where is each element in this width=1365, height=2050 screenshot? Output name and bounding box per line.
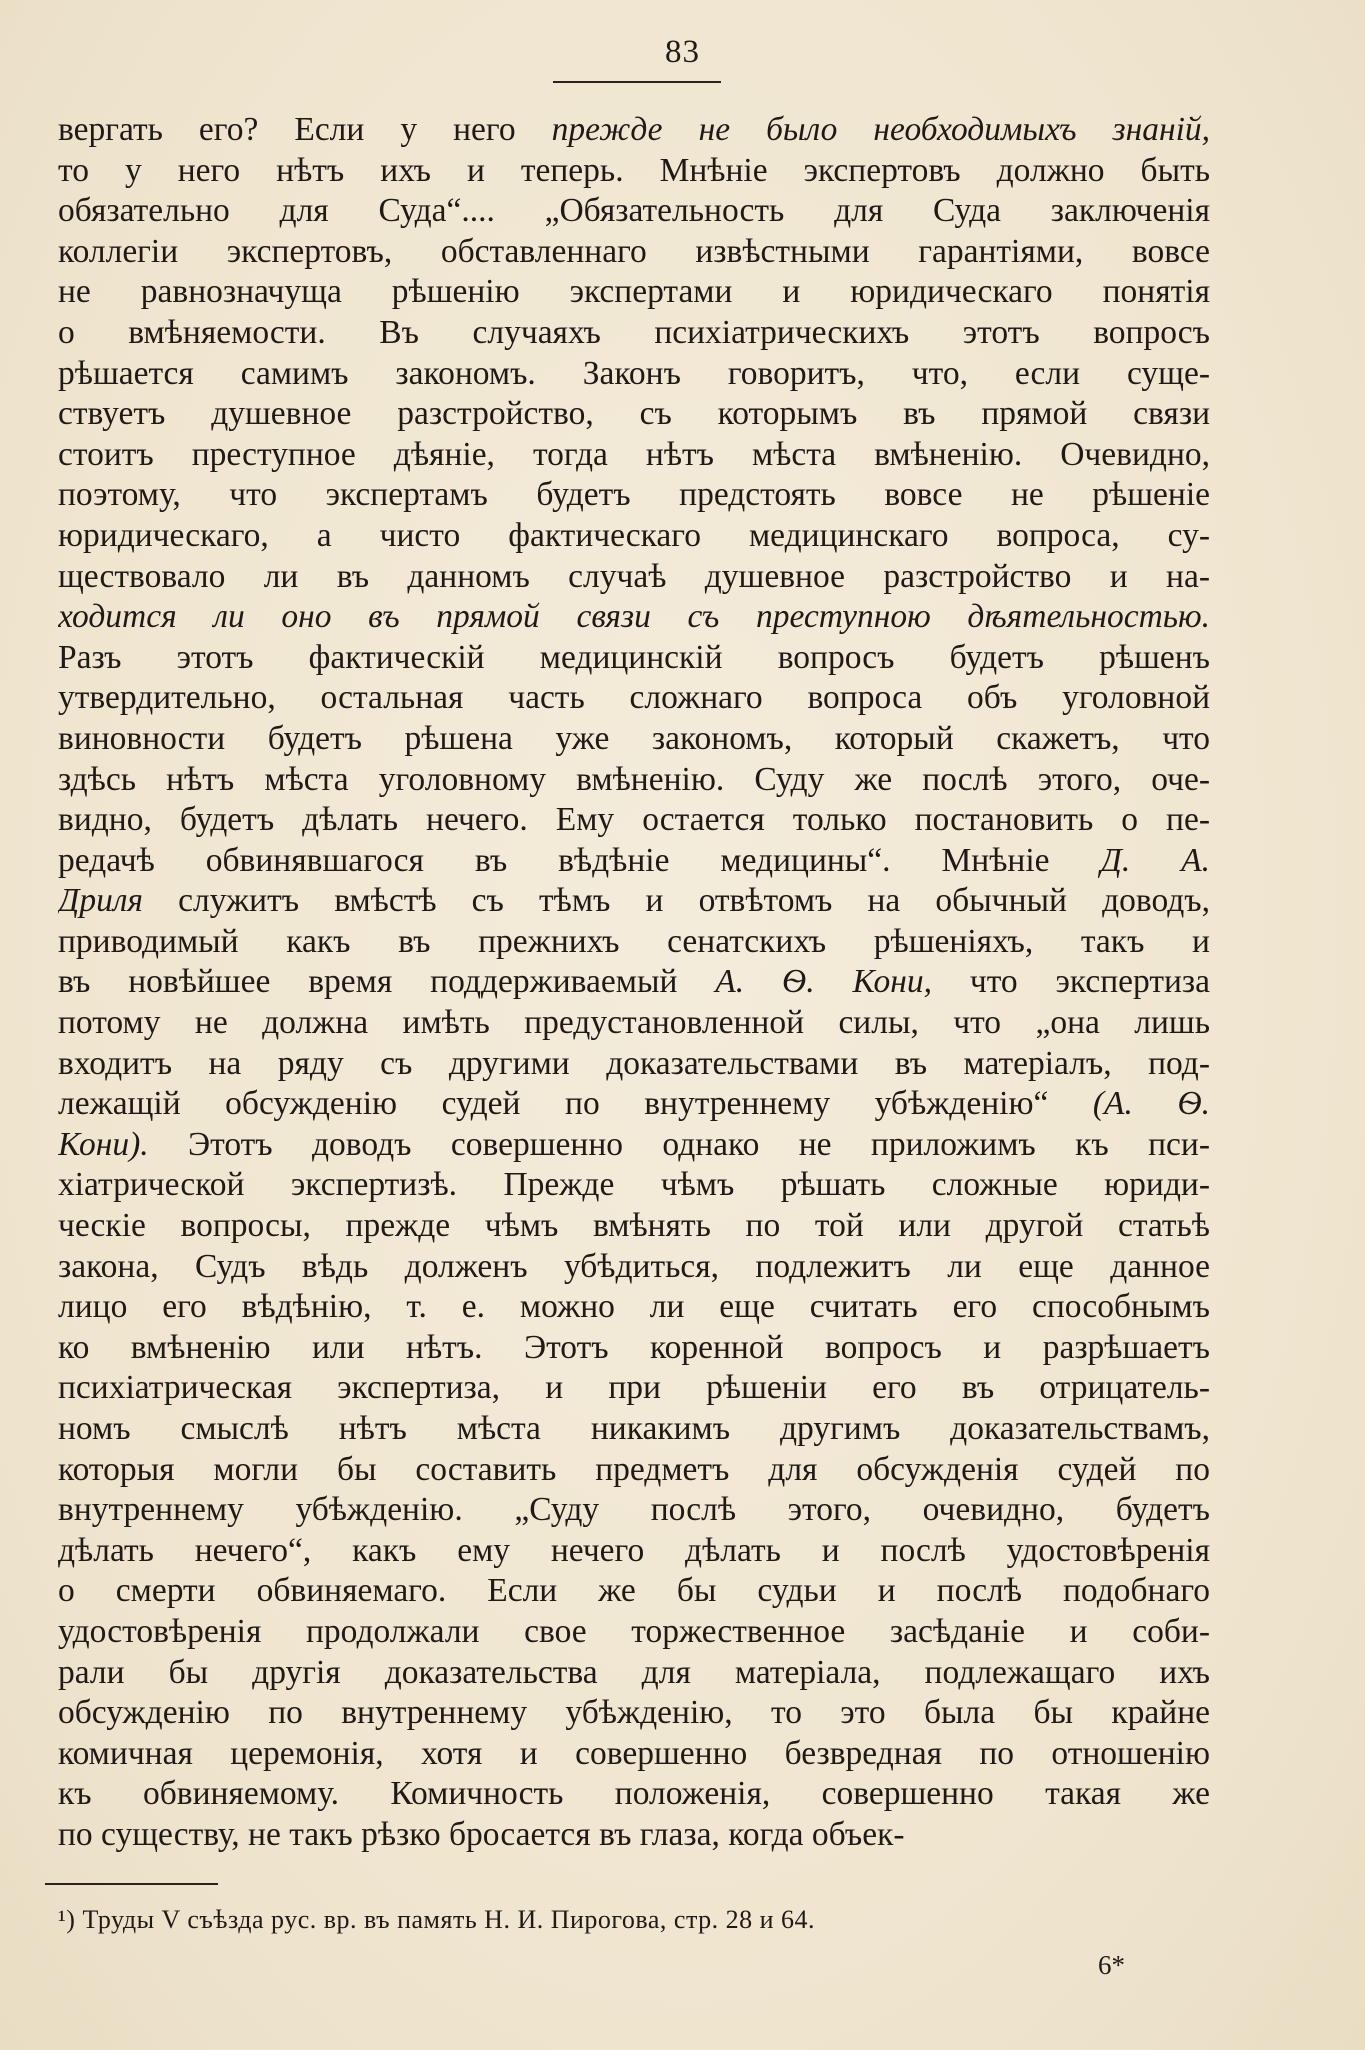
text-line <box>58 1653 1210 1694</box>
text-run: обязательно для Суда“.... „Обязательность для Суда заключенія <box>58 192 1210 230</box>
text-run: служитъ вмѣстѣ съ тѣмъ и отвѣтомъ на обычный доводъ, <box>143 882 1210 920</box>
text-line <box>58 800 1210 841</box>
text-line <box>58 1125 1210 1166</box>
text-run: хіатрической экспертизѣ. Прежде чѣмъ рѣшать сложные юриди- <box>58 1166 1210 1204</box>
text-run: входитъ на ряду съ другими доказательствами въ матеріалъ, под- <box>58 1044 1210 1082</box>
text-run: психіатрическая экспертиза, и при рѣшеніи его въ отрицатель- <box>58 1369 1210 1407</box>
text-line <box>58 638 1210 679</box>
text-line <box>58 841 1210 882</box>
italic-text-run: (А. Ѳ. <box>1092 1085 1210 1123</box>
text-line <box>58 1368 1210 1409</box>
text-run: въ новѣйшее время поддерживаемый <box>58 963 716 1001</box>
text-run: о смерти обвиняемаго. Если же бы судьи и послѣ подобнаго <box>58 1572 1210 1610</box>
text-run: лицо его вѣдѣнію, т. е. можно ли еще считать его способнымъ <box>58 1288 1210 1326</box>
text-run: которыя могли бы составить предметъ для обсужденія судей по <box>58 1450 1210 1488</box>
text-run: обсужденію по внутреннему убѣжденію, то это была бы крайне <box>58 1694 1210 1732</box>
text-line <box>58 1003 1210 1044</box>
text-line <box>58 1571 1210 1612</box>
text-run: то у него нѣтъ ихъ и теперь. Мнѣніе экспертовъ должно быть <box>58 151 1210 189</box>
text-line <box>58 719 1210 760</box>
text-run: утвердительно, остальная часть сложнаго вопроса объ уголовной <box>58 679 1210 717</box>
text-line <box>58 962 1210 1003</box>
text-line <box>58 1531 1210 1572</box>
text-run: удостовѣренія продолжали свое торжественное засѣданіе и соби- <box>58 1612 1210 1650</box>
text-run: поэтому, что экспертамъ будетъ предстоять вовсе не рѣшеніе <box>58 476 1210 514</box>
text-line <box>58 1734 1210 1775</box>
text-line <box>58 1328 1210 1369</box>
page-number-rule <box>553 81 721 83</box>
text-line <box>58 232 1210 273</box>
text-line <box>58 435 1210 476</box>
text-run: потому не должна имѣть предустановленной силы, что „она лишь <box>58 1004 1210 1042</box>
text-run: коллегіи экспертовъ, обставленнаго извѣстными гарантіями, вовсе <box>58 232 1210 270</box>
text-line <box>58 1409 1210 1450</box>
text-run: комичная церемонія, хотя и совершенно безвредная по отношенію <box>58 1734 1210 1772</box>
text-run: о вмѣняемости. Въ случаяхъ психіатрическихъ этотъ вопросъ <box>58 313 1210 351</box>
text-line <box>58 1774 1210 1815</box>
text-line <box>58 1612 1210 1653</box>
text-run: закона, Судъ вѣдь долженъ убѣдиться, подлежитъ ли еще данное <box>58 1247 1210 1285</box>
text-run: рали бы другія доказательства для матеріала, подлежащаго ихъ <box>58 1653 1210 1691</box>
italic-text-run: ходится ли оно въ прямой связи съ преступною дѣятельностью. <box>58 598 1210 636</box>
text-line <box>58 922 1210 963</box>
text-line <box>58 1206 1210 1247</box>
signature-mark: 6* <box>1098 1950 1125 1980</box>
text-run: не равнозначуща рѣшенію экспертами и юридическаго понятія <box>58 273 1210 311</box>
text-line <box>58 1815 1210 1856</box>
text-line <box>58 516 1210 557</box>
text-run: ществовало ли въ данномъ случаѣ душевное разстройство и на- <box>58 557 1210 595</box>
text-line <box>58 354 1210 395</box>
text-line <box>58 1084 1210 1125</box>
footnote: ¹) Труды V съѣзда рус. вр. въ память Н. И. Пирогова, стр. 28 и 64. <box>58 1905 816 1934</box>
text-run: по существу, не такъ рѣзко бросается въ глаза, когда объек- <box>58 1815 905 1853</box>
footnote-rule <box>45 1883 218 1885</box>
text-line <box>58 191 1210 232</box>
text-line <box>58 1165 1210 1206</box>
italic-text-run: Дриля <box>58 882 143 920</box>
text-line <box>58 597 1210 638</box>
text-line <box>58 1490 1210 1531</box>
text-run: лежащій обсужденію судей по внутреннему убѣжденію“ <box>58 1085 1093 1123</box>
text-run: ческіе вопросы, прежде чѣмъ вмѣнять по той или другой статьѣ <box>58 1207 1210 1245</box>
text-line <box>58 557 1210 598</box>
italic-text-run: Кони). <box>58 1125 149 1163</box>
text-run: къ обвиняемому. Комичность положенія, совершенно такая же <box>58 1775 1210 1813</box>
text-run: Этотъ доводъ совершенно однако не приложимъ къ пси- <box>148 1125 1210 1163</box>
text-run: приводимый какъ въ прежнихъ сенатскихъ рѣшеніяхъ, такъ и <box>58 922 1210 960</box>
text-run: ствуетъ душевное разстройство, съ которымъ въ прямой связи <box>58 395 1210 433</box>
text-line <box>58 1287 1210 1328</box>
text-line <box>58 1247 1210 1288</box>
text-run: виновности будетъ рѣшена уже закономъ, который скажетъ, что <box>58 719 1210 757</box>
text-run: рѣшается самимъ закономъ. Законъ говоритъ, что, если суще- <box>58 354 1210 392</box>
text-line <box>58 151 1210 192</box>
text-line <box>58 272 1210 313</box>
text-run: номъ смыслѣ нѣтъ мѣста никакимъ другимъ доказательствамъ, <box>58 1410 1210 1447</box>
text-run: что экспертиза <box>931 963 1210 1001</box>
italic-text-run: прежде не было необходимыхъ знаній, <box>551 111 1210 148</box>
text-line <box>58 881 1210 922</box>
text-run: вергать его? Если у него <box>58 111 552 148</box>
text-line <box>58 1044 1210 1085</box>
text-line <box>58 1450 1210 1491</box>
italic-text-run: А. Ѳ. Кони, <box>715 963 932 1001</box>
text-line <box>58 760 1210 801</box>
text-run: дѣлать нечего“, какъ ему нечего дѣлать и послѣ удостовѣренія <box>58 1531 1210 1569</box>
italic-text-run: Д. А. <box>1100 841 1210 879</box>
body-text <box>58 110 1210 1856</box>
text-line <box>58 475 1210 516</box>
text-run: внутреннему убѣжденію. „Суду послѣ этого, очевидно, будетъ <box>58 1491 1210 1529</box>
text-run: юридическаго, а чисто фактическаго медицинскаго вопроса, су- <box>58 516 1210 554</box>
text-run: здѣсь нѣтъ мѣста уголовному вмѣненію. Суду же послѣ этого, оче- <box>58 760 1210 798</box>
text-line <box>58 313 1210 354</box>
page-number: 83 <box>665 34 700 70</box>
text-run: стоитъ преступное дѣяніе, тогда нѣтъ мѣста вмѣненію. Очевидно, <box>58 435 1210 473</box>
text-line <box>58 678 1210 719</box>
text-run: ко вмѣненію или нѣтъ. Этотъ коренной вопросъ и разрѣшаетъ <box>58 1328 1210 1366</box>
text-run: Разъ этотъ фактическій медицинскій вопросъ будетъ рѣшенъ <box>58 638 1210 676</box>
text-line <box>58 1693 1210 1734</box>
text-line <box>58 110 1210 151</box>
text-run: редачѣ обвинявшагося въ вѣдѣніе медицины“. Мнѣніе <box>58 841 1101 879</box>
text-line <box>58 394 1210 435</box>
text-run: видно, будетъ дѣлать нечего. Ему остается только постановить о пе- <box>58 801 1210 839</box>
